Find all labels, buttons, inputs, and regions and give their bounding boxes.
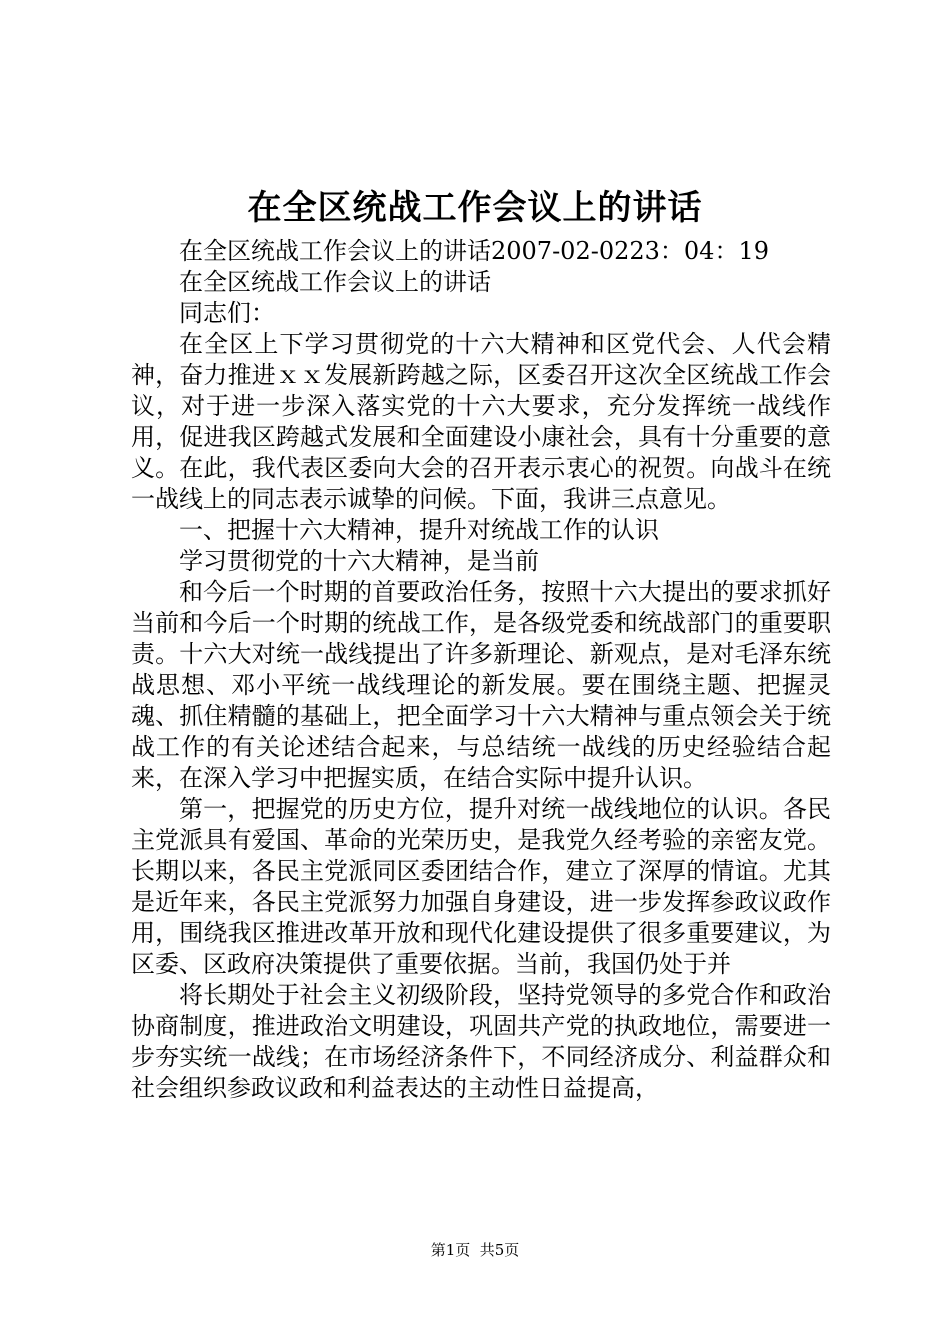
paragraph: 将长期处于社会主义初级阶段，坚持党领导的多党合作和政治协商制度，推进政治文明建设，巩固共产党的执政地位，需要进一步夯实统一战线；在市场经济条件下，不同经济成分、利益群众和社会组织参政议政和利益表达的主动性日益提高， xyxy=(131,981,831,1102)
paragraph: 在全区上下学习贯彻党的十六大精神和区党代会、人代会精神，奋力推进ｘｘ发展新跨越之际，区委召开这次全区统战工作会议，对于进一步深入落实党的十六大要求，充分发挥统一战线作用，促进我区跨越式发展和全面建设小康社会，具有十分重要的意义。在此，我代表区委向大会的召开表示衷心的祝贺。向战斗在统一战线上的同志表示诚挚的问候。下面，我讲三点意见。 xyxy=(131,330,831,513)
paragraph: 第一，把握党的历史方位，提升对统一战线地位的认识。各民主党派具有爱国、革命的光荣历史，是我党久经考验的亲密友党。长期以来，各民主党派同区委团结合作，建立了深厚的情谊。尤其是近年来，各民主党派努力加强自身建设，进一步发挥参政议政作用，围绕我区推进改革开放和现代化建设提供了很多重要建议，为区委、区政府决策提供了重要依据。当前，我国仍处于并 xyxy=(131,795,831,978)
document-body xyxy=(131,236,831,1104)
paragraph: 和今后一个时期的首要政治任务，按照十六大提出的要求抓好当前和今后一个时期的统战工作，是各级党委和统战部门的重要职责。十六大对统一战线提出了许多新理论、新观点，是对毛泽东统战思想、邓小平统一战线理论的新发展。要在围绕主题、把握灵魂、抓住精髓的基础上，把全面学习十六大精神与重点领会关于统战工作的有关论述结合起来，与总结统一战线的历史经验结合起来，在深入学习中把握实质，在结合实际中提升认识。 xyxy=(131,578,831,792)
salutation: 同志们： xyxy=(179,299,275,327)
page-footer: 第1页 共5页 xyxy=(430,1241,520,1259)
subtitle-line: 在全区统战工作会议上的讲话 xyxy=(179,268,491,296)
date-line: 在全区统战工作会议上的讲话2007-02-0223：04：19 xyxy=(179,237,769,265)
paragraph: 学习贯彻党的十六大精神，是当前 xyxy=(179,547,539,575)
document-title: 在全区统战工作会议上的讲话 xyxy=(247,188,703,228)
section-heading: 一、把握十六大精神，提升对统战工作的认识 xyxy=(179,516,659,544)
